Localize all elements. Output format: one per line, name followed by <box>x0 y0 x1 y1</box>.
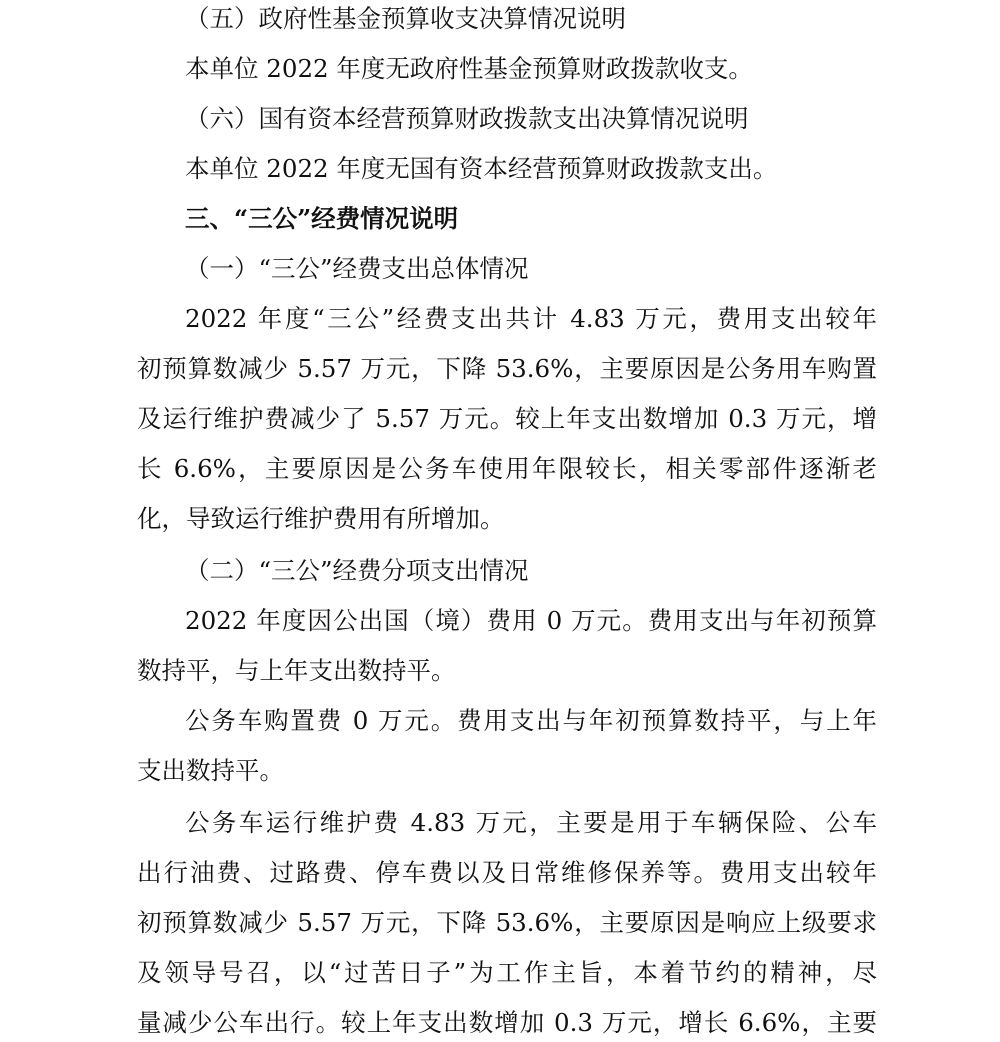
paragraph-line: 本单位 2022 年度无政府性基金预算财政拨款收支。 <box>185 54 753 83</box>
paragraph-line: 及运行维护费减少了 5.57 万元。较上年支出数增加 0.3 万元，增 <box>137 404 877 433</box>
paragraph-line: 公务车运行维护费 4.83 万元，主要是用于车辆保险、公车 <box>185 808 877 837</box>
paragraph-line: 及领导号召，以“过苦日子”为工作主旨，本着节约的精神，尽 <box>137 958 877 987</box>
paragraph-line: 初预算数减少 5.57 万元，下降 53.6%，主要原因是公务用车购置 <box>137 354 877 383</box>
section-heading-5: （五）政府性基金预算收支决算情况说明 <box>185 4 626 33</box>
paragraph-line: 出行油费、过路费、停车费以及日常维修保养等。费用支出较年 <box>137 858 877 887</box>
paragraph-line: 数持平，与上年支出数持平。 <box>137 656 456 685</box>
chapter-heading-3: 三、“三公”经费情况说明 <box>185 204 459 233</box>
paragraph-line: 化，导致运行维护费用有所增加。 <box>137 504 505 533</box>
paragraph-line: 量减少公车出行。较上年支出数增加 0.3 万元，增长 6.6%，主要 <box>137 1008 877 1037</box>
paragraph-line: 2022 年度“三公”经费支出共计 4.83 万元，费用支出较年 <box>185 304 877 333</box>
paragraph-line: 初预算数减少 5.57 万元，下降 53.6%，主要原因是响应上级要求 <box>137 908 877 937</box>
paragraph-line: 2022 年度因公出国（境）费用 0 万元。费用支出与年初预算 <box>185 606 877 635</box>
paragraph-line: 长 6.6%，主要原因是公务车使用年限较长，相关零部件逐渐老 <box>137 454 877 483</box>
section-heading-2: （二）“三公”经费分项支出情况 <box>185 556 529 585</box>
section-heading-1: （一）“三公”经费支出总体情况 <box>185 254 529 283</box>
paragraph-line: 公务车购置费 0 万元。费用支出与年初预算数持平，与上年 <box>185 706 877 735</box>
paragraph-line: 本单位 2022 年度无国有资本经营预算财政拨款支出。 <box>185 154 778 183</box>
section-heading-6: （六）国有资本经营预算财政拨款支出决算情况说明 <box>185 104 749 133</box>
paragraph-line: 支出数持平。 <box>137 756 284 785</box>
